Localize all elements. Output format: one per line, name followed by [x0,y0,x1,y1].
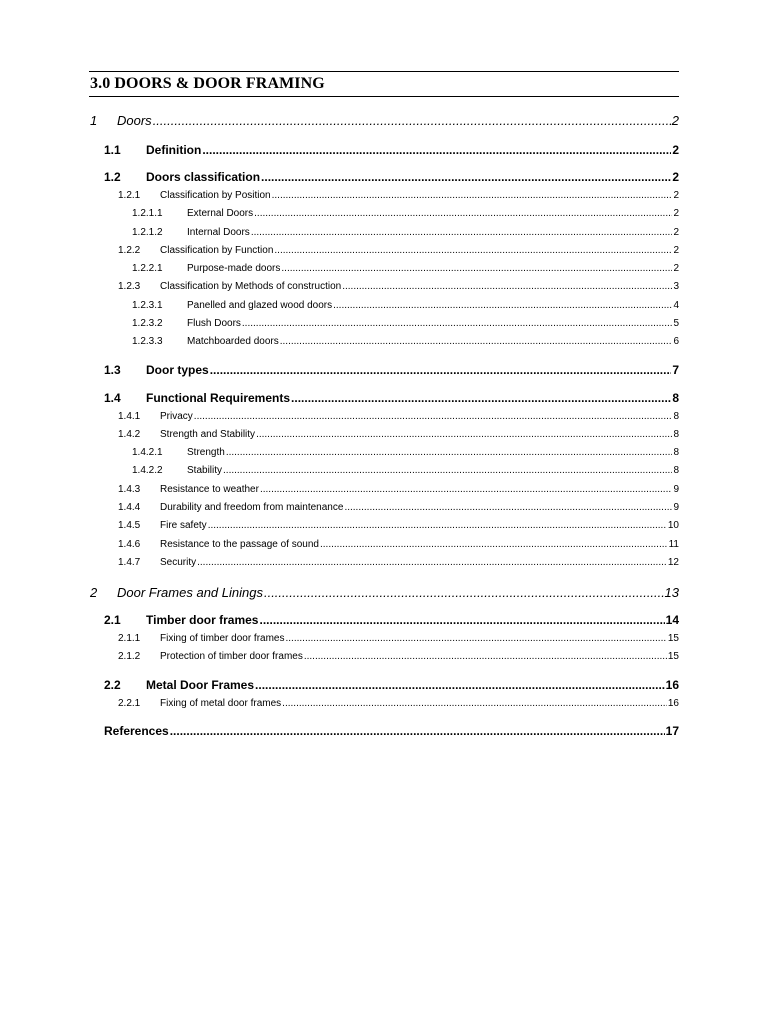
toc-entry[interactable] [132,465,679,476]
toc-entry-number: 1.2.1 [118,190,141,201]
toc-entry-page-number: 2 [673,263,679,274]
toc-entry-title: Door Frames and Linings [117,585,263,600]
toc-entry-number: 1.4.7 [118,557,141,568]
toc-entry-number: 1.4.6 [118,539,141,550]
toc-entry-page-number: 2 [671,113,679,128]
toc-entry-page-number: 8 [673,429,679,440]
toc-entry-title: References [104,724,169,738]
toc-leader-dots [342,281,672,292]
toc-entry[interactable] [118,520,679,531]
toc-leader-dots [280,336,673,347]
toc-entry-title: Classification by Methods of construction [160,281,342,292]
toc-leader-dots [261,170,671,184]
toc-entry[interactable] [118,484,679,495]
toc-entry-number: 1 [90,113,98,128]
toc-entry-title: Resistance to weather [160,484,259,495]
toc-entry-number: 1.2.1.1 [132,208,163,219]
toc-entry-title: Strength and Stability [160,429,256,440]
heading-rule-box [89,71,679,97]
toc-entry-title: Internal Doors [187,227,250,238]
toc-leader-dots [281,263,672,274]
toc-leader-dots [264,585,664,600]
toc-entry-title: Strength [187,447,225,458]
toc-leader-dots [272,190,673,201]
toc-entry-number: 1.4.2.2 [132,465,163,476]
toc-entry-page-number: 2 [672,143,679,157]
toc-entry-number: 2.1.1 [118,633,141,644]
toc-entry-title: Classification by Position [160,190,271,201]
toc-entry-page-number: 8 [673,465,679,476]
toc-leader-dots [223,465,672,476]
toc-entry[interactable] [118,190,679,201]
toc-entry[interactable] [118,502,679,513]
toc-entry[interactable] [118,633,679,644]
toc-entry[interactable] [118,281,679,292]
toc-entry[interactable] [118,429,679,440]
toc-entry-page-number: 15 [667,633,679,644]
toc-entry-title: Definition [146,143,202,157]
toc-leader-dots [260,484,672,495]
toc-entry[interactable] [132,447,679,458]
toc-leader-dots [226,447,673,458]
toc-entry[interactable] [118,651,679,662]
toc-entry-number: 2.1 [104,613,121,627]
toc-entry-number: 1.3 [104,363,121,377]
toc-entry-page-number: 9 [673,502,679,513]
toc-entry-title: Matchboarded doors [187,336,279,347]
toc-leader-dots [153,113,671,128]
toc-entry-title: Doors [117,113,152,128]
toc-entry-page-number: 16 [667,698,679,709]
toc-leader-dots [286,633,667,644]
toc-leader-dots [254,208,672,219]
toc-entry-title: Classification by Function [160,245,274,256]
toc-entry[interactable] [132,263,679,274]
toc-leader-dots [242,318,673,329]
toc-entry[interactable] [90,113,679,128]
toc-leader-dots [344,502,672,513]
toc-entry-title: Timber door frames [146,613,259,627]
toc-entry-title: Fixing of metal door frames [160,698,282,709]
toc-entry-page-number: 4 [673,300,679,311]
toc-entry-title: Panelled and glazed wood doors [187,300,333,311]
toc-entry-title: Functional Requirements [146,391,291,405]
toc-leader-dots [291,391,671,405]
page-title: 3.0 DOORS & DOOR FRAMING [90,75,325,92]
toc-entry-page-number: 9 [673,484,679,495]
toc-entry[interactable] [118,539,679,550]
toc-entry-page-number: 15 [667,651,679,662]
toc-entry-number: 1.4.5 [118,520,141,531]
toc-entry-page-number: 8 [672,391,679,405]
toc-entry-title: Durability and freedom from maintenance [160,502,344,513]
toc-leader-dots [208,520,667,531]
toc-entry[interactable] [132,336,679,347]
toc-entry-title: Privacy [160,411,193,422]
toc-entry-number: 1.4.3 [118,484,141,495]
toc-entry[interactable] [118,698,679,709]
toc-entry-number: 1.2 [104,170,121,184]
toc-entry-page-number: 2 [672,170,679,184]
toc-leader-dots [274,245,672,256]
toc-entry-number: 1.2.3.2 [132,318,163,329]
toc-entry[interactable] [132,227,679,238]
toc-entry-title: Purpose-made doors [187,263,281,274]
toc-entry-number: 1.4.4 [118,502,141,513]
toc-entry-number: 1.4.2.1 [132,447,163,458]
toc-entry-number: 1.2.3.3 [132,336,163,347]
toc-entry-page-number: 13 [664,585,679,600]
toc-entry-title: Security [160,557,197,568]
toc-entry-page-number: 3 [673,281,679,292]
toc-leader-dots [304,651,667,662]
toc-entry-page-number: 2 [673,208,679,219]
toc-entry-page-number: 8 [673,447,679,458]
toc-entry[interactable] [104,170,679,184]
toc-entry-page-number: 5 [673,318,679,329]
toc-leader-dots [256,429,672,440]
toc-entry[interactable] [90,585,679,600]
toc-entry[interactable] [118,245,679,256]
toc-entry-title: Resistance to the passage of sound [160,539,319,550]
toc-entry-page-number: 10 [667,520,679,531]
toc-entry-number: 2 [90,585,98,600]
toc-entry[interactable] [104,363,679,377]
toc-leader-dots [333,300,672,311]
toc-entry-number: 1.2.3.1 [132,300,163,311]
toc-entry[interactable] [118,411,679,422]
toc-entry-number: 1.1 [104,143,121,157]
toc-leader-dots [251,227,673,238]
toc-entry-title: Stability [187,465,223,476]
toc-leader-dots [194,411,673,422]
toc-entry[interactable] [132,318,679,329]
toc-entry-page-number: 11 [668,539,679,550]
toc-entry-page-number: 12 [667,557,679,568]
toc-entry-page-number: 17 [665,724,679,738]
toc-entry-number: 1.4.1 [118,411,141,422]
toc-entry-number: 1.4.2 [118,429,141,440]
toc-entry-number: 2.2 [104,678,121,692]
toc-entry-title: Metal Door Frames [146,678,255,692]
toc-leader-dots [197,557,667,568]
toc-leader-dots [202,143,671,157]
toc-entry[interactable] [104,724,679,738]
toc-entry-number: 2.1.2 [118,651,141,662]
toc-leader-dots [210,363,672,377]
toc-entry-number: 1.2.2.1 [132,263,163,274]
toc-entry[interactable] [104,391,679,405]
toc-leader-dots [320,539,668,550]
toc-entry-title: Fire safety [160,520,207,531]
toc-entry-page-number: 8 [673,411,679,422]
toc-entry[interactable] [132,300,679,311]
toc-leader-dots [170,724,665,738]
toc-entry-page-number: 7 [672,363,679,377]
toc-entry[interactable] [132,208,679,219]
toc-leader-dots [259,613,664,627]
toc-entry-number: 1.4 [104,391,121,405]
toc-entry-page-number: 2 [673,245,679,256]
toc-entry[interactable] [104,613,679,627]
toc-entry-title: Door types [146,363,209,377]
toc-entry-title: External Doors [187,208,254,219]
toc-entry-page-number: 6 [673,336,679,347]
toc-entry[interactable] [104,143,679,157]
toc-entry-number: 2.2.1 [118,698,141,709]
toc-entry-number: 1.2.2 [118,245,141,256]
toc-leader-dots [255,678,665,692]
toc-entry-page-number: 2 [673,227,679,238]
toc-leader-dots [282,698,667,709]
toc-entry-page-number: 14 [665,613,679,627]
toc-entry-title: Flush Doors [187,318,241,329]
toc-entry-title: Protection of timber door frames [160,651,303,662]
toc-entry-page-number: 2 [673,190,679,201]
toc-entry-number: 1.2.1.2 [132,227,163,238]
toc-entry-title: Doors classification [146,170,261,184]
toc-entry[interactable] [104,678,679,692]
toc-entry-page-number: 16 [665,678,679,692]
toc-entry-number: 1.2.3 [118,281,141,292]
toc-entry[interactable] [118,557,679,568]
toc-entry-title: Fixing of timber door frames [160,633,285,644]
